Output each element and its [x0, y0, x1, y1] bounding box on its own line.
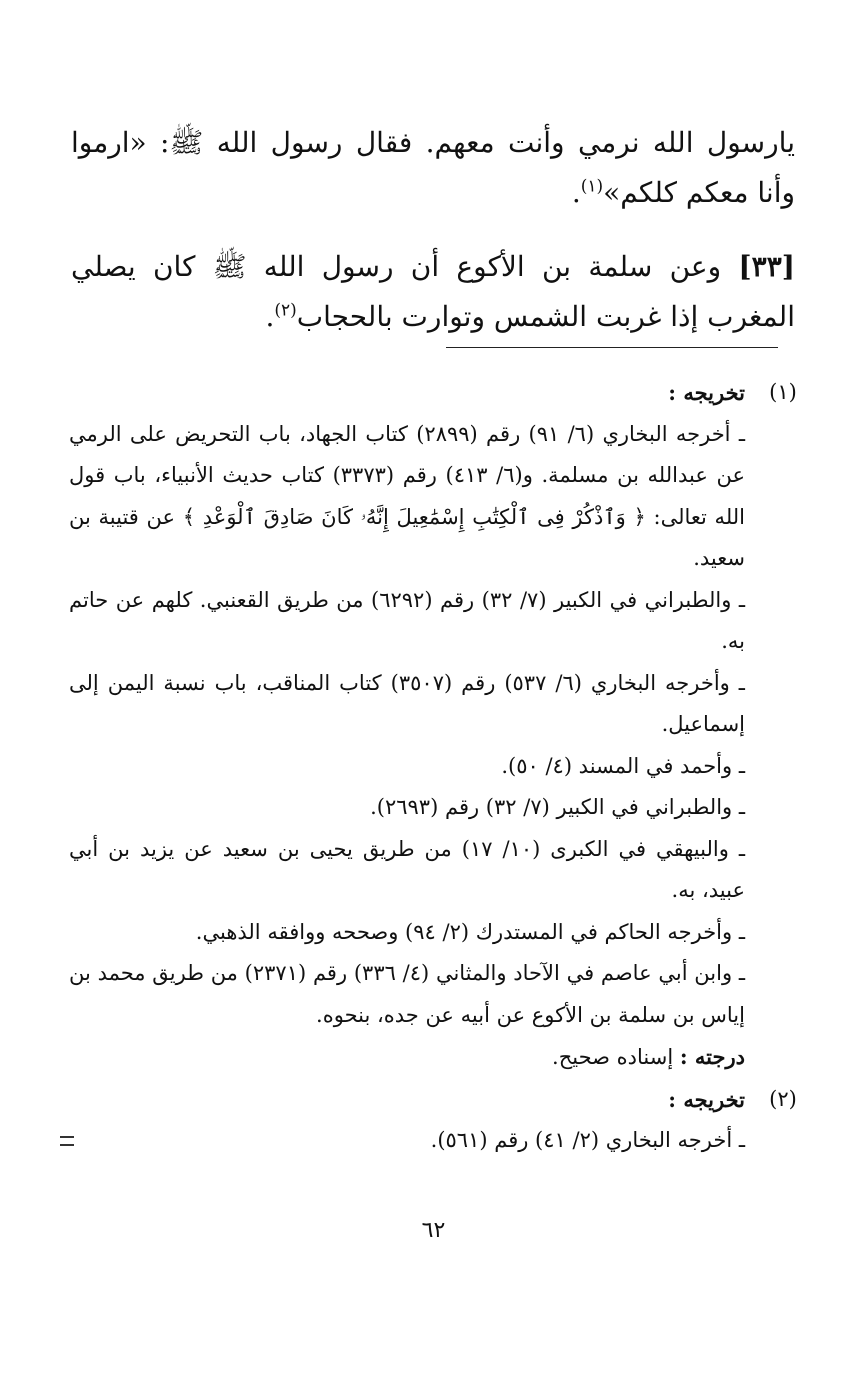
main-paragraph-2: [٣٣] وعن سلمة بن الأكوع أن رسول الله ﷺ كان يصلي المغرب إذا غربت الشمس وتوارت بالحجاب$^{(٢)}$. [71, 250, 795, 333]
main-text [71, 118, 795, 342]
footnote-heading: تخريجه : [668, 380, 745, 405]
footnote-line: ـ وأخرجه البخاري (٦/ ٥٣٧) رقم (٣٥٠٧) كتاب المناقب، باب نسبة اليمن إلى إسماعيل. [69, 670, 745, 736]
footnote-number: (١) [769, 380, 797, 404]
footnote-1 [69, 372, 807, 1079]
footnote-line: ـ والبيهقي في الكبرى (١٠/ ١٧) من طريق يحيى بن سعيد عن يزيد بن أبي عبيد، به. [69, 836, 745, 902]
footnote-separator [446, 347, 778, 348]
footnote-grade [69, 1036, 745, 1079]
page-number: ٦٢ [421, 1218, 446, 1243]
footnote-line: ـ وأخرجه الحاكم في المستدرك (٢/ ٩٤) وصححه ووافقه الذهبي. [195, 919, 745, 944]
footnotes [69, 372, 807, 1162]
footnote-number: (٢) [769, 1086, 797, 1111]
footnote-line: ـ أخرجه البخاري (٦/ ٩١) رقم (٢٨٩٩) كتاب الجهاد، باب التحريض على الرمي عن عبدالله بن مسلمة. و(٦/ ٤١٣) رقم (٣٣٧٣) كتاب حديث الأنبياء، باب قول الله تعالى: ﴿ وَٱذْكُرْ فِى ٱلْكِتَٰبِ إِسْمَٰعِيلَ إِنَّهُۥ كَانَ صَادِقَ ٱلْوَعْدِ ﴾ عن قتيبة بن سعيد. [69, 421, 745, 570]
footnote-2 [69, 1079, 807, 1162]
footnote-line: ـ والطبراني في الكبير (٧/ ٣٢) رقم (٢٦٩٣). [370, 795, 745, 819]
footnote-line: ـ وابن أبي عاصم في الآحاد والمثاني (٤/ ٣٣٦) رقم (٢٣٧١) من طريق محمد بن إياس بن سلمة بن الأكوع عن أبيه عن جده، بنحوه. [69, 961, 745, 1027]
grade-label: درجته : [679, 1044, 745, 1069]
grade-value: إسناده صحيح. [552, 1045, 674, 1069]
footnote-line: ـ أخرجه البخاري (٢/ ٤١) رقم (٥٦١). [430, 1128, 745, 1152]
footnote-line: ـ والطبراني في الكبير (٧/ ٣٢) رقم (٦٢٩٢) من طريق القعنبي. كلهم عن حاتم به. [69, 587, 745, 653]
main-paragraph-1: يارسول الله نرمي وأنت معهم. فقال رسول الله ﷺ: «ارموا وأنا معكم كلكم»$^{(١)}$. [71, 126, 795, 209]
hadith-number: [٣٣] [738, 250, 795, 283]
footnote-line: ـ وأحمد في المسند (٤/ ٥٠). [501, 753, 745, 778]
paragraph-2-text: وعن سلمة بن الأكوع أن رسول الله ﷺ كان يصلي المغرب إذا غربت الشمس وتوارت بالحجاب [71, 250, 795, 333]
margin-mark [60, 1136, 74, 1146]
footnote-heading: تخريجه : [668, 1086, 745, 1112]
paragraph-1-text: يارسول الله نرمي وأنت معهم. فقال رسول الله ﷺ: «ارموا وأنا معكم كلكم» [71, 126, 795, 209]
footnote-ref-1[interactable]: (١) [580, 176, 604, 197]
footnote-ref-2[interactable]: (٢) [274, 300, 297, 321]
